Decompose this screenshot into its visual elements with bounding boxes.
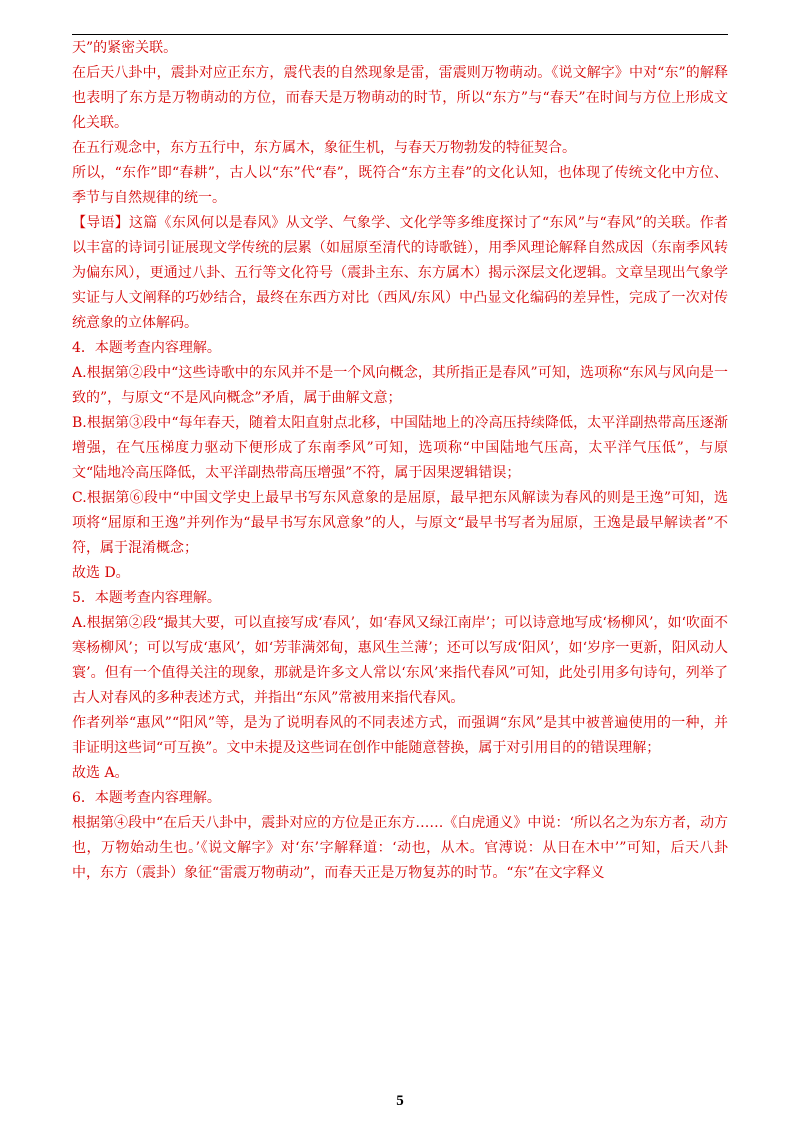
option-analysis: 根据第④段中“在后天八卦中，震卦对应的方位是正东方……《白虎通义》中说：‘所以名之为东方者，动方也，万物始动生也。’《说文解字》对‘东’字解释道：‘动也，从木。官溥说：从日在木中’”可知，后天八卦中，东方（震卦）象征“雷震万物萌动”，而春天正是万物复苏的时节。“东”在文字释义 — [72, 815, 728, 881]
option-analysis: 作者列举“惠风”“阳风”等，是为了说明春风的不同表述方式，而强调“东风”是其中被普遍使用的一种，并非证明这些词“可互换”。文中未提及这些词在创作中能随意替换，属于对引用目的的错误理解； — [72, 715, 728, 756]
paragraph: 在五行观念中，东方五行中，东方属木，象征生机，与春天万物勃发的特征契合。 — [72, 140, 576, 156]
paragraph: 在后天八卦中，震卦对应正东方，震代表的自然现象是雷，雷震则万物萌动。《说文解字》中对“东”的解释也表明了东方是万物萌动的方位，而春天是万物萌动的时节，所以“东方”与“春天”在时间与方位上形成文化关联。 — [72, 65, 728, 131]
header-rule — [72, 34, 728, 35]
paragraph: 所以，“东作”即“春耕”，古人以“东”代“春”，既符合“东方主春”的文化认知，也体现了传统文化中方位、季节与自然规律的统一。 — [72, 165, 728, 206]
question-heading: 6．本题考查内容理解。 — [72, 790, 221, 806]
question-heading: 5．本题考查内容理解。 — [72, 590, 221, 606]
page-number: 5 — [396, 1093, 404, 1109]
option-analysis: A.根据第②段“撮其大要，可以直接写成‘春风’，如‘春风又绿江南岸’；可以诗意地写成‘杨柳风’，如‘吹面不寒杨柳风’；可以写成‘惠风’，如‘芳菲满郊甸，惠风生兰薄’；还可以写成‘阳风’，如‘岁序一更新，阳风动人寰’。但有一个值得关注的现象，那就是许多文人常以‘东风’来指代春风”可知，此处引用多句诗句，列举了古人对春风的多种表述方式，并指出“东风”常被用来指代春风。 — [72, 615, 728, 706]
guide-paragraph: 【导语】这篇《东风何以是春风》从文学、气象学、文化学等多维度探讨了“东风”与“春风”的关联。作者以丰富的诗词引证展现文学传统的层累（如屈原至清代的诗歌链），用季风理论解释自然成因（东南季风转为偏东风），更通过八卦、五行等文化符号（震卦主东、东方属木）揭示深层文化逻辑。文章呈现出气象学实证与人文阐释的巧妙结合，最终在东西方对比（西风/东风）中凸显文化编码的差异性，完成了一次对传统意象的立体解码。 — [72, 215, 728, 331]
question-heading: 4．本题考查内容理解。 — [72, 340, 221, 356]
option-analysis: C.根据第⑥段中“中国文学史上最早书写东风意象的是屈原，最早把东风解读为春风的则是王逸”可知，选项将“屈原和王逸”并列作为“最早书写东风意象”的人，与原文“最早书写者为屈原，王逸是最早解读者”不符，属于混淆概念； — [72, 490, 728, 556]
paragraph: 天”的紧密关联。 — [72, 40, 178, 56]
option-analysis: B.根据第③段中“每年春天，随着太阳直射点北移，中国陆地上的冷高压持续降低，太平洋副热带高压逐渐增强，在气压梯度力驱动下便形成了东南季风”可知，选项称“中国陆地气压高，太平洋气压低”，与原文“陆地冷高压降低，太平洋副热带高压增强”不符，属于因果逻辑错误； — [72, 415, 728, 481]
option-analysis: A.根据第②段中“这些诗歌中的东风并不是一个风向概念，其所指正是春风”可知，选项称“东风与风向是一致的”，与原文“不是风向概念”矛盾，属于曲解文意； — [72, 365, 728, 406]
answer-line: 故选 D。 — [72, 565, 130, 581]
page-body — [72, 36, 728, 886]
answer-line: 故选 A。 — [72, 765, 129, 781]
